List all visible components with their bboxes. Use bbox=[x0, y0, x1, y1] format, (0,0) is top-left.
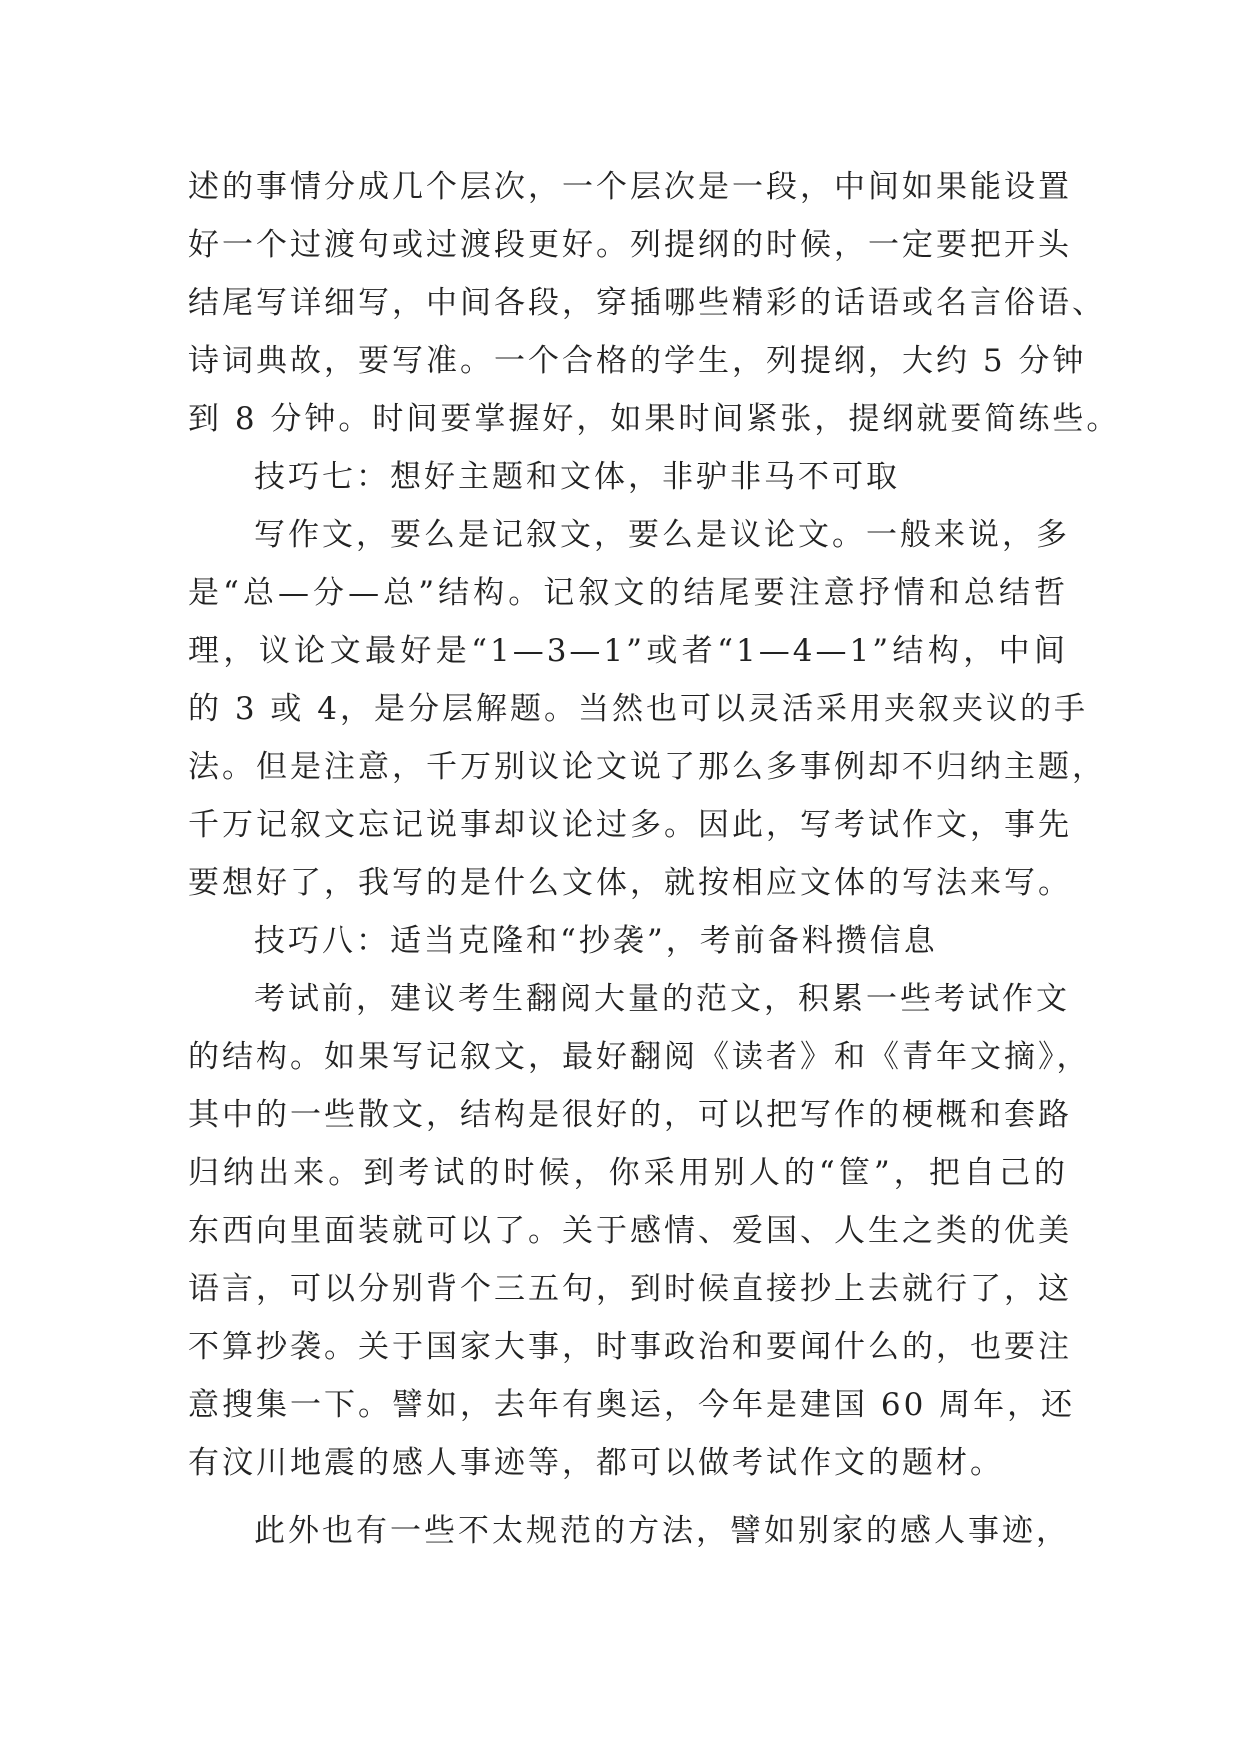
text-line: 是“总—分—总”结构。记叙文的结尾要注意抒情和总结哲 bbox=[188, 575, 1068, 611]
text-line: 写作文，要么是记叙文，要么是议论文。一般来说，多 bbox=[254, 517, 1070, 553]
text-line: 考试前，建议考生翻阅大量的范文，积累一些考试作文 bbox=[254, 981, 1070, 1017]
text-line: 的 3 或 4，是分层解题。当然也可以灵活采用夹叙夹议的手 bbox=[188, 691, 1089, 727]
document-body bbox=[188, 158, 1121, 1560]
text-line: 其中的一些散文，结构是很好的，可以把写作的梗概和套路 bbox=[188, 1097, 1072, 1133]
text-line: 千万记叙文忘记说事却议论过多。因此，写考试作文，事先 bbox=[188, 807, 1072, 843]
text-line: 到 8 分钟。时间要掌握好，如果时间紧张，提纲就要简练些。 bbox=[188, 401, 1121, 437]
text-line: 归纳出来。到考试的时候，你采用别人的“筐”，把自己的 bbox=[188, 1155, 1068, 1191]
text-line: 好一个过渡句或过渡段更好。列提纲的时候，一定要把开头 bbox=[188, 227, 1072, 263]
text-line: 语言，可以分别背个三五句，到时候直接抄上去就行了，这 bbox=[188, 1271, 1072, 1307]
text-line: 此外也有一些不太规范的方法，譬如别家的感人事迹， bbox=[254, 1513, 1070, 1549]
section-heading-skill-8: 技巧八：适当克隆和“抄袭”，考前备料攒信息 bbox=[254, 923, 938, 959]
section-heading-skill-7: 技巧七：想好主题和文体，非驴非马不可取 bbox=[254, 459, 900, 495]
text-line: 诗词典故，要写准。一个合格的学生，列提纲，大约 5 分钟 bbox=[188, 343, 1087, 379]
text-line: 法。但是注意，千万别议论文说了那么多事例却不归纳主题， bbox=[188, 749, 1106, 785]
paragraph-gap bbox=[188, 1492, 1068, 1502]
text-line: 述的事情分成几个层次，一个层次是一段，中间如果能设置 bbox=[188, 169, 1072, 205]
text-line: 有汶川地震的感人事迹等，都可以做考试作文的题材。 bbox=[188, 1445, 1004, 1481]
text-line: 的结构。如果写记叙文，最好翻阅《读者》和《青年文摘》， bbox=[188, 1039, 1091, 1075]
text-line: 不算抄袭。关于国家大事，时事政治和要闻什么的，也要注 bbox=[188, 1329, 1072, 1365]
text-line: 东西向里面装就可以了。关于感情、爱国、人生之类的优美 bbox=[188, 1213, 1072, 1249]
text-line: 理，议论文最好是“1—3—1”或者“1—4—1”结构，中间 bbox=[188, 633, 1068, 669]
text-line: 结尾写详细写，中间各段，穿插哪些精彩的话语或名言俗语、 bbox=[188, 285, 1106, 321]
text-line: 意搜集一下。譬如，去年有奥运，今年是建国 60 周年，还 bbox=[188, 1387, 1076, 1423]
text-line: 要想好了，我写的是什么文体，就按相应文体的写法来写。 bbox=[188, 865, 1072, 901]
